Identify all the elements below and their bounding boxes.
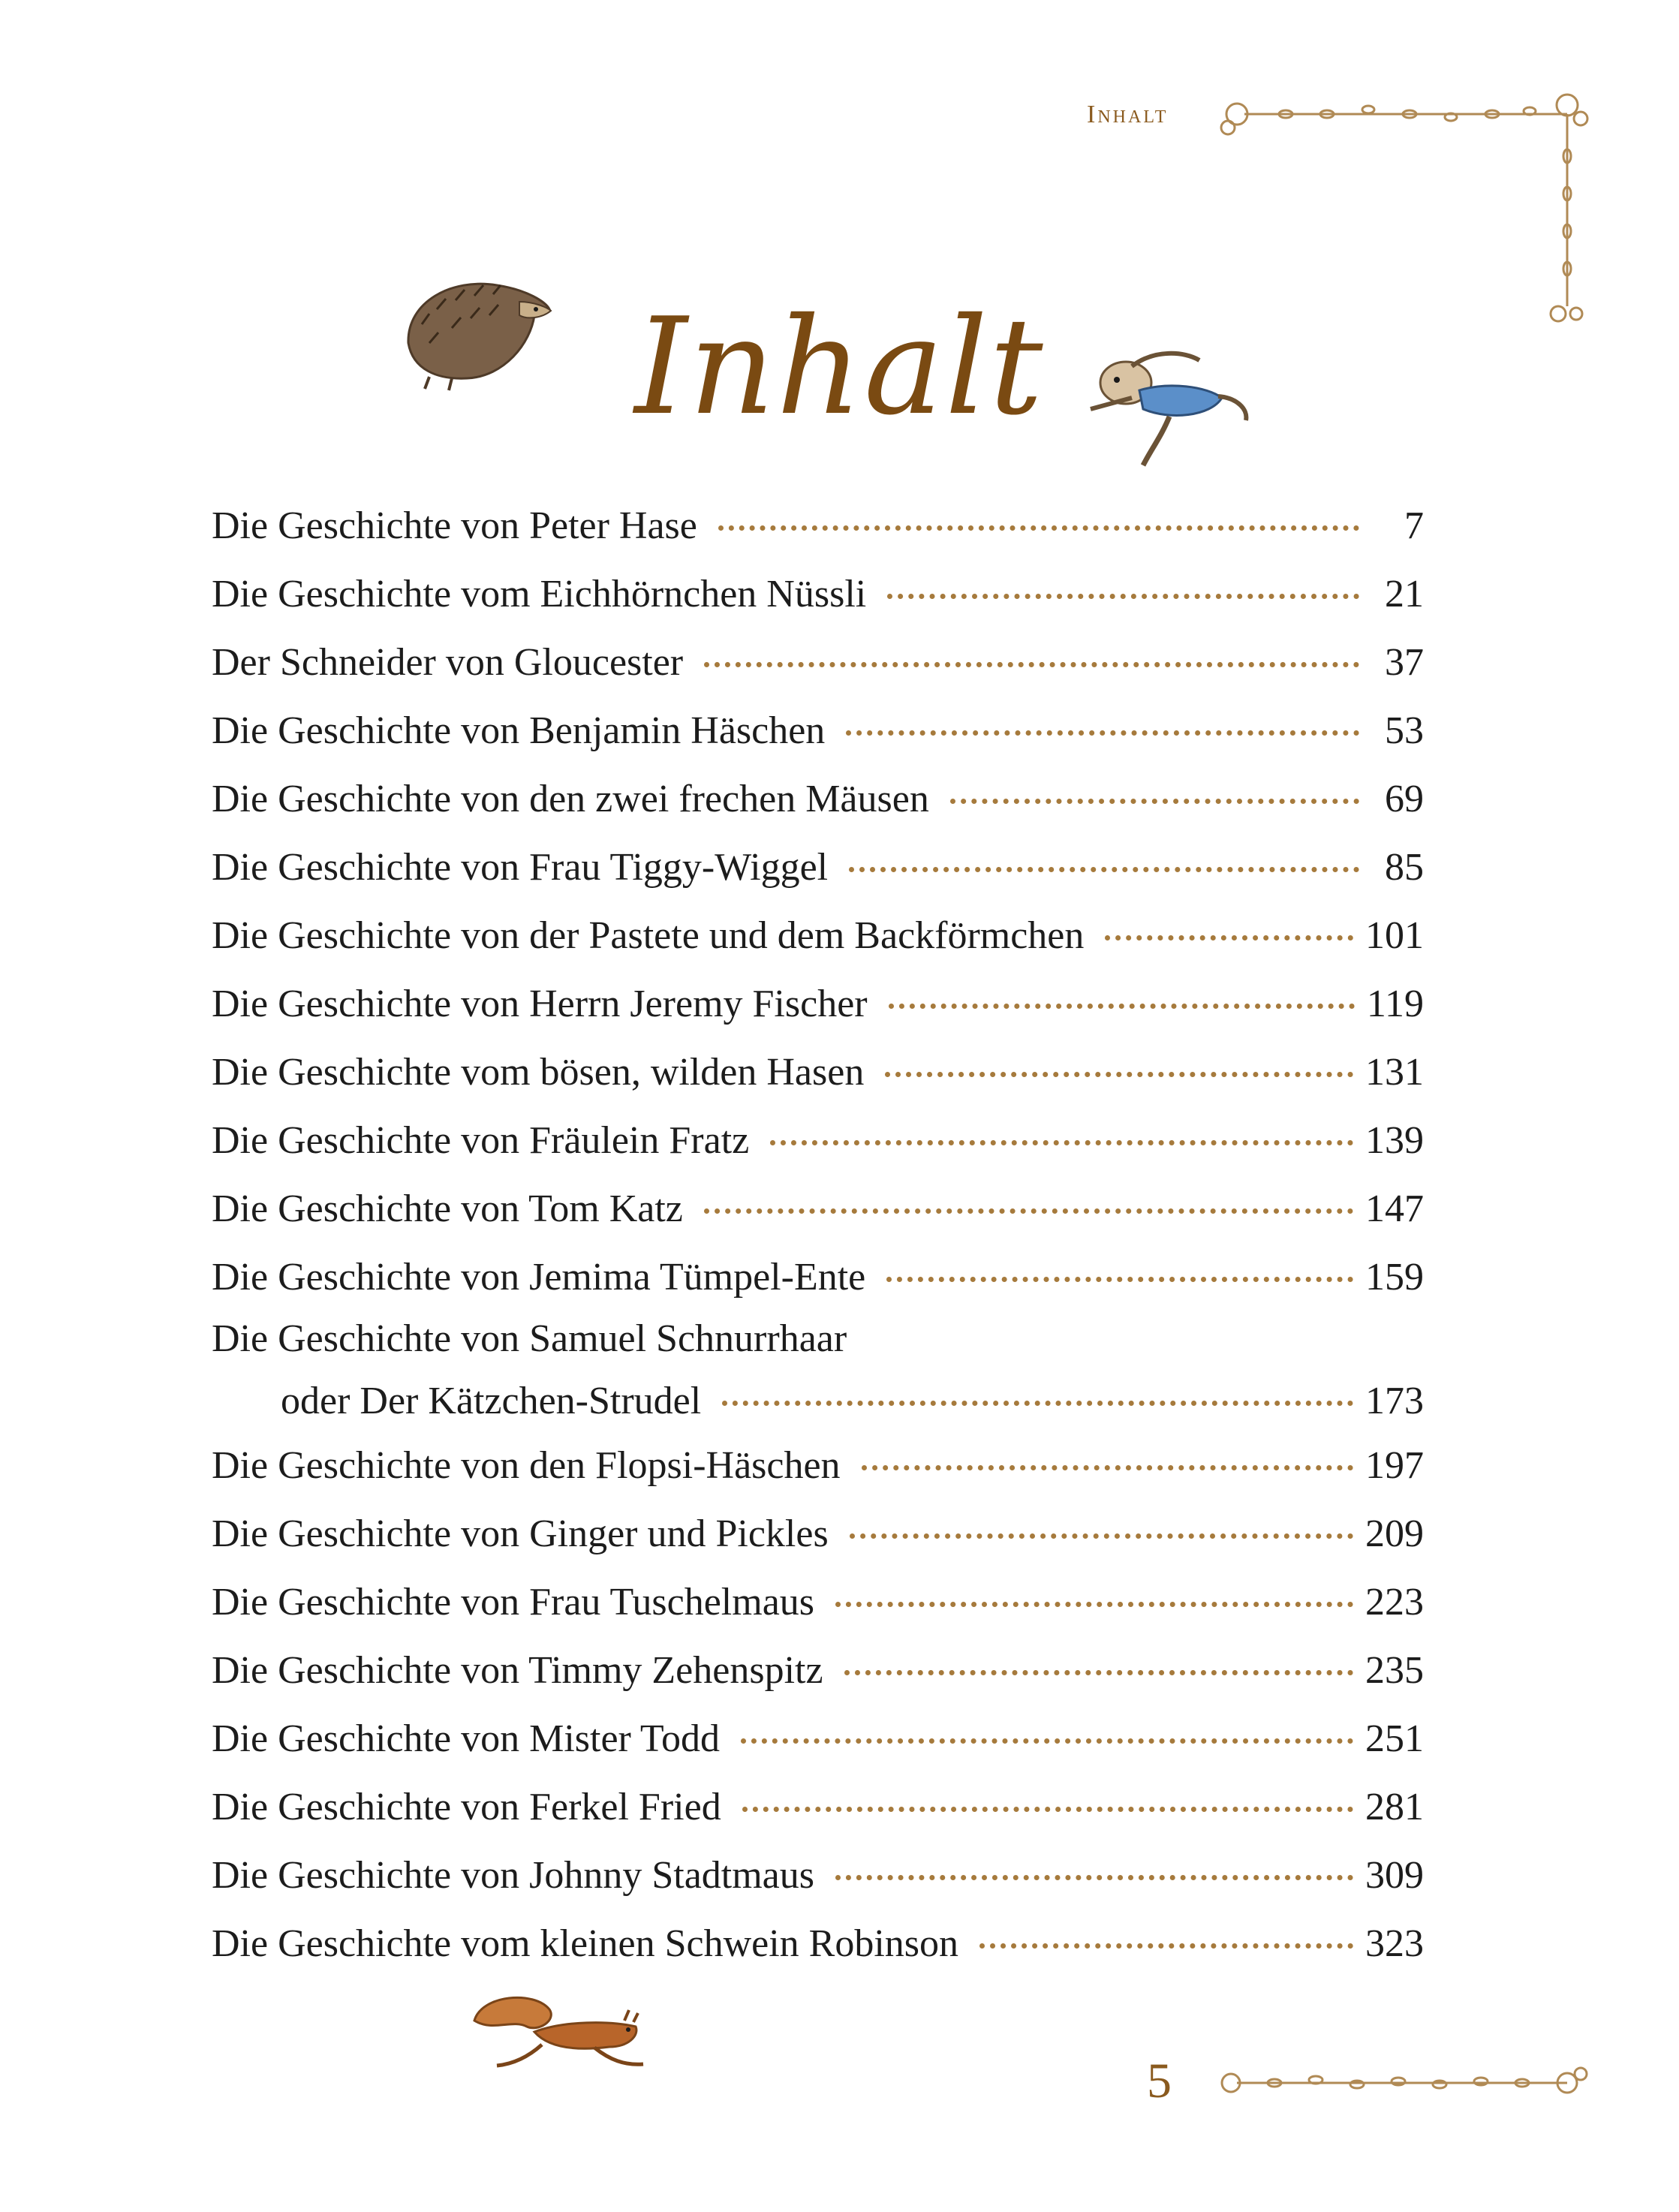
toc-entry-page: 53 (1385, 709, 1424, 752)
bottom-vine-ornament (1214, 2060, 1590, 2105)
toc-entry-title: Die Geschichte von Peter Hase (212, 504, 697, 547)
toc-entry-title: Die Geschichte von Ginger und Pickles (212, 1512, 829, 1555)
toc-entry-page: 147 (1365, 1187, 1424, 1230)
toc-entry-title: Der Schneider von Gloucester (212, 641, 684, 684)
toc-entry-page: 197 (1365, 1444, 1424, 1487)
toc-entry-title: Die Geschichte von der Pastete und dem Backförmchen (212, 914, 1085, 957)
toc-entry-page: 223 (1365, 1581, 1424, 1624)
toc-entry[interactable] (212, 1705, 1424, 1773)
page-number: 5 (1147, 2054, 1172, 2108)
toc-entry[interactable] (212, 1311, 1424, 1431)
toc-entry-page: 119 (1366, 983, 1424, 1025)
dot-leader (835, 1602, 1353, 1607)
toc-entry-page: 85 (1385, 846, 1424, 889)
running-header-text: Inhalt (1087, 101, 1169, 128)
toc-entry-page: 69 (1385, 778, 1424, 820)
toc-entry[interactable] (212, 1500, 1424, 1568)
squirrel-illustration (467, 1991, 651, 2081)
toc-entry-title: Die Geschichte von den Flopsi-Häschen (212, 1444, 841, 1487)
toc-entry-page: 139 (1365, 1119, 1424, 1162)
dot-leader (704, 1208, 1353, 1214)
toc-entry-title: Die Geschichte von Mister Todd (212, 1717, 721, 1760)
toc-entry[interactable] (212, 697, 1424, 765)
toc-entry[interactable] (212, 1431, 1424, 1500)
toc-entry[interactable] (212, 1636, 1424, 1705)
toc-entry-title: Die Geschichte von Fräulein Fratz (212, 1119, 750, 1162)
toc-entry-title: Die Geschichte von Johnny Stadtmaus (212, 1854, 814, 1897)
toc-entry-page: 159 (1365, 1256, 1424, 1299)
dot-leader (718, 525, 1359, 531)
toc-entry[interactable] (212, 1910, 1424, 1978)
toc-entry[interactable] (212, 1243, 1424, 1311)
dot-leader (741, 1738, 1353, 1744)
toc-entry-page: 309 (1365, 1854, 1424, 1897)
dot-leader (862, 1465, 1353, 1470)
toc-entry-page: 235 (1365, 1649, 1424, 1692)
dot-leader (1105, 935, 1353, 940)
toc-entry-page: 251 (1365, 1717, 1424, 1760)
dot-leader (950, 799, 1359, 804)
dot-leader (742, 1807, 1353, 1812)
page-title: Inhalt (634, 289, 1045, 444)
toc-entry-page: 37 (1385, 641, 1424, 684)
toc-entry-page: 101 (1365, 914, 1424, 957)
toc-entry-page: 131 (1365, 1051, 1424, 1094)
dot-leader (770, 1140, 1353, 1145)
toc-entry[interactable] (212, 1568, 1424, 1636)
toc-entry-title: Die Geschichte vom bösen, wilden Hasen (212, 1051, 865, 1094)
toc-entry-title: Die Geschichte von Tom Katz (212, 1187, 683, 1230)
running-header (1087, 101, 1168, 129)
toc-entry[interactable] (212, 560, 1424, 628)
toc-entry-page: 7 (1404, 504, 1424, 547)
table-of-contents (212, 492, 1424, 1978)
dot-leader (846, 730, 1359, 736)
toc-entry[interactable] (212, 765, 1424, 833)
toc-entry-page: 281 (1365, 1786, 1424, 1828)
toc-entry[interactable] (212, 970, 1424, 1038)
toc-entry[interactable] (212, 628, 1424, 697)
toc-entry-page: 323 (1365, 1922, 1424, 1965)
dot-leader (835, 1875, 1353, 1880)
toc-entry[interactable] (212, 833, 1424, 901)
toc-entry-title: Die Geschichte von den zwei frechen Mäusen (212, 778, 929, 820)
dot-leader (722, 1401, 1353, 1406)
toc-entry-title: Die Geschichte von Timmy Zehenspitz (212, 1649, 823, 1692)
toc-entry-title: Die Geschichte von Benjamin Häschen (212, 709, 826, 752)
dot-leader (704, 662, 1359, 667)
toc-entry-title: Die Geschichte von Frau Tuschelmaus (212, 1581, 815, 1624)
dot-leader (887, 594, 1359, 599)
toc-entry[interactable] (212, 901, 1424, 970)
toc-entry[interactable] (212, 1773, 1424, 1841)
toc-entry-title: Die Geschichte von Jemima Tümpel-Ente (212, 1256, 866, 1299)
toc-entry-page: 209 (1365, 1512, 1424, 1555)
toc-entry-title: Die Geschichte von Samuel Schnurrhaar (212, 1317, 847, 1360)
toc-entry-page: 21 (1385, 573, 1424, 615)
toc-entry-title: Die Geschichte von Frau Tiggy-Wiggel (212, 846, 829, 889)
dot-leader (886, 1277, 1353, 1282)
dot-leader (885, 1072, 1353, 1077)
dot-leader (844, 1670, 1353, 1675)
toc-entry-title: Die Geschichte vom Eichhörnchen Nüssli (212, 573, 867, 615)
dot-leader (889, 1004, 1355, 1009)
rabbit-illustration (1079, 345, 1252, 469)
dot-leader (979, 1943, 1353, 1949)
toc-entry[interactable] (212, 492, 1424, 560)
dot-leader (850, 1533, 1353, 1539)
toc-entry[interactable] (212, 1106, 1424, 1175)
toc-entry-title: Die Geschichte vom kleinen Schwein Robinson (212, 1922, 959, 1965)
toc-entry[interactable] (212, 1841, 1424, 1910)
toc-entry-title: Die Geschichte von Herrn Jeremy Fischer (212, 983, 868, 1025)
toc-entry[interactable] (212, 1175, 1424, 1243)
toc-entry-title: Die Geschichte von Ferkel Fried (212, 1786, 721, 1828)
toc-entry[interactable] (212, 1038, 1424, 1106)
dot-leader (849, 867, 1359, 872)
toc-entry-page: 173 (1365, 1380, 1424, 1422)
toc-entry-subtitle: oder Der Kätzchen-Strudel (281, 1380, 702, 1422)
